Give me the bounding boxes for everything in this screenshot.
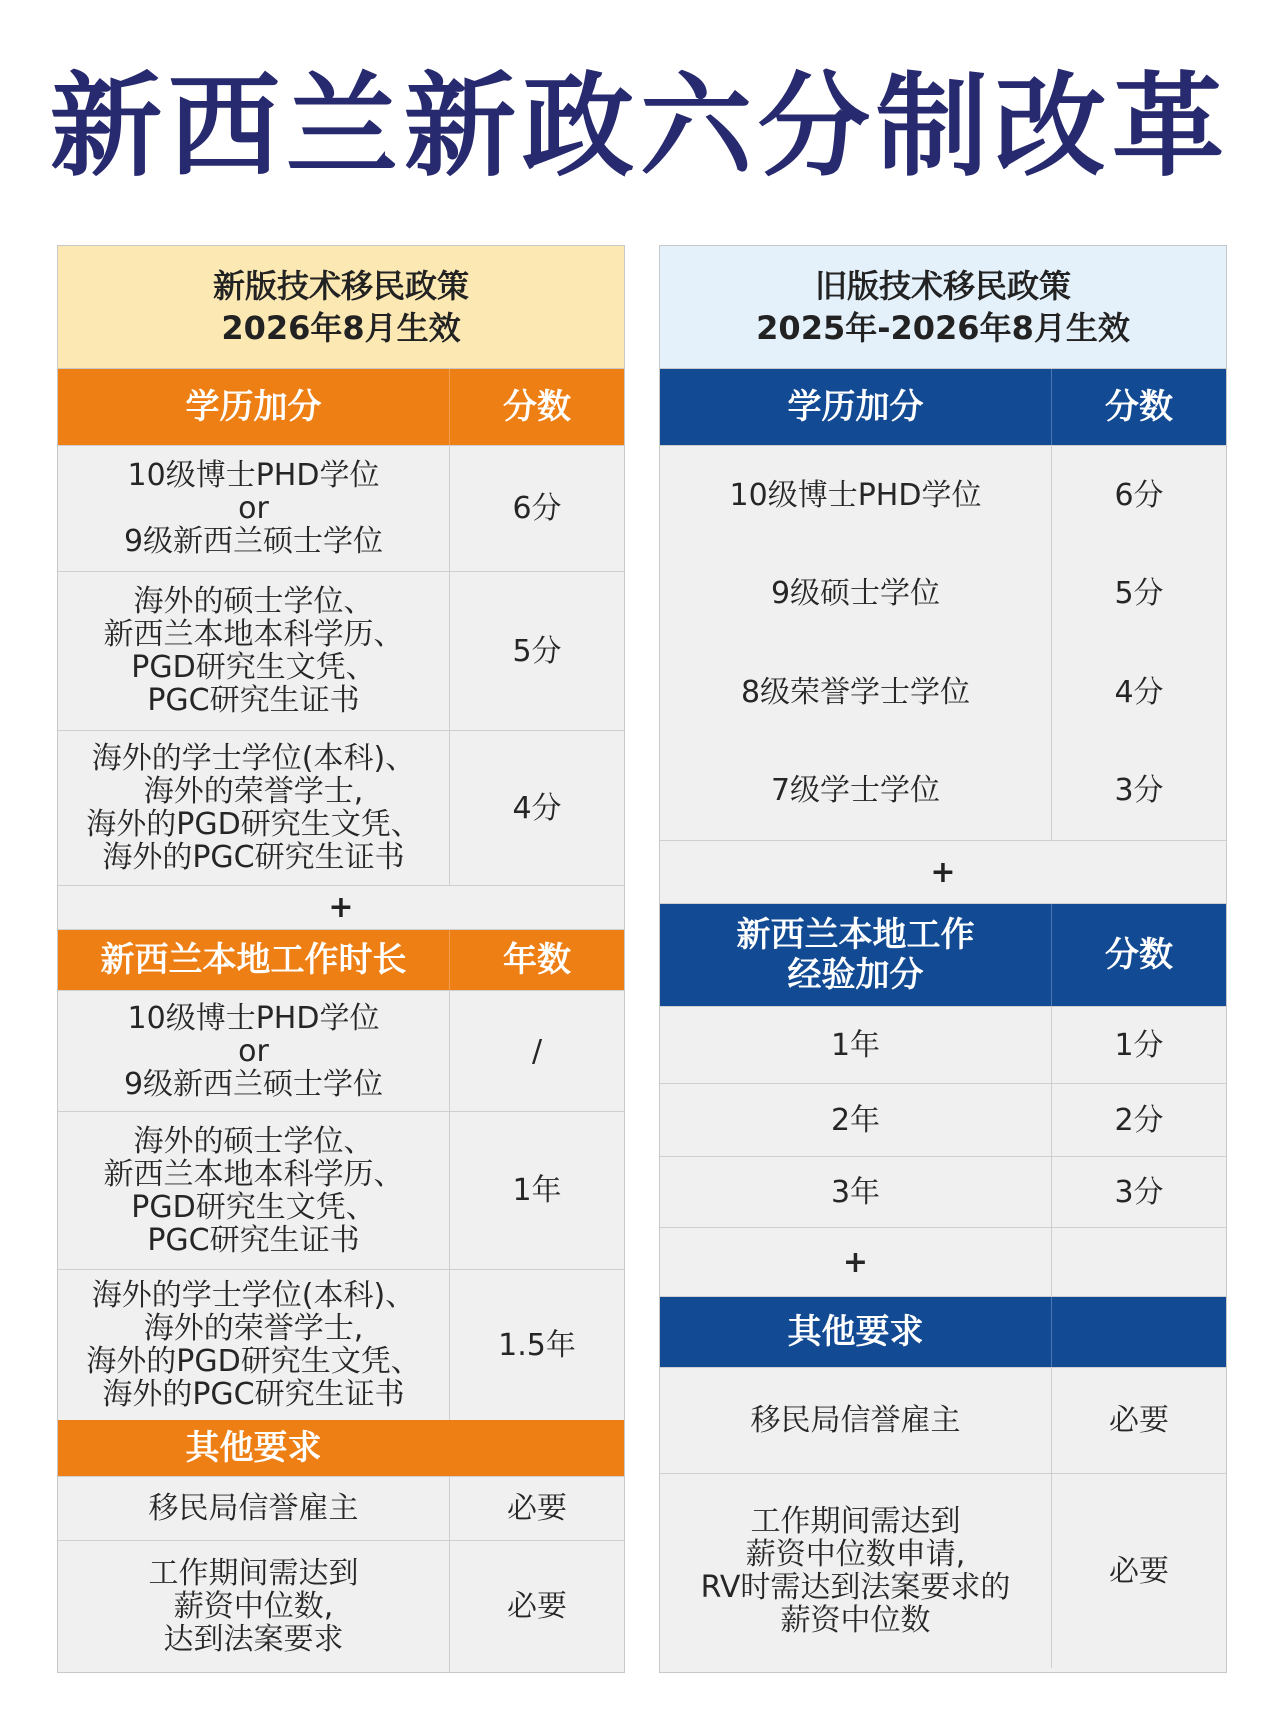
old-policy-panel	[659, 245, 1227, 1673]
label-line: 海外的PGD研究生文凭、	[86, 1344, 421, 1379]
label-line: 海外的荣誉学士,	[143, 1311, 364, 1346]
label-line: 海外的学士学位(本科)、	[91, 1278, 416, 1313]
table-row	[58, 1270, 624, 1420]
row-label	[660, 1474, 1052, 1668]
row-value: 3分	[1114, 773, 1164, 809]
label-line: RV时需达到法案要求的	[700, 1570, 1011, 1605]
label-line: 海外的学士学位(本科)、	[91, 741, 416, 776]
new-policy-title: 新版技术移民政策	[212, 267, 469, 305]
table-row	[58, 1477, 624, 1541]
other-header-row	[660, 1297, 1226, 1368]
other-header-label: 其他要求	[185, 1428, 322, 1468]
label-line: PGD研究生文凭、	[131, 1189, 376, 1225]
label-line: 移民局信誉雇主	[750, 1403, 961, 1438]
row-value: 4分	[1114, 674, 1164, 710]
work-header-value: 分数	[1105, 935, 1173, 975]
table-row	[58, 446, 624, 572]
label-line: 10级博士PHD学位	[127, 458, 380, 493]
table-row	[660, 1474, 1226, 1668]
label-line: 工作期间需达到	[148, 1556, 359, 1591]
other-header-row	[58, 1420, 624, 1477]
row-value: 2分	[1114, 1102, 1164, 1138]
row-value: 1分	[1114, 1027, 1164, 1063]
row-label	[58, 731, 450, 885]
label-line: 新西兰本地本科学历、	[103, 1156, 404, 1192]
row-label	[58, 1270, 450, 1420]
label-line: 海外的PGC研究生证书	[102, 1377, 405, 1412]
label-line: 新西兰本地工作	[736, 915, 975, 955]
label-line: or	[238, 1033, 269, 1069]
row-value: 必要	[507, 1589, 567, 1624]
label-line: 海外的PGC研究生证书	[102, 840, 405, 875]
row-value: 1年	[512, 1173, 562, 1208]
work-header-label	[660, 904, 1052, 1006]
table-row	[58, 1541, 624, 1672]
label-line: 薪资中位数,	[173, 1589, 334, 1624]
label-line: 达到法案要求	[163, 1622, 344, 1657]
education-header-value: 分数	[503, 387, 571, 427]
page-title: 新西兰新政六分制改革	[50, 62, 1230, 192]
work-header-label: 新西兰本地工作时长	[58, 930, 450, 990]
table-row	[660, 1007, 1226, 1084]
row-value: 6分	[1114, 477, 1164, 513]
education-header-label: 学历加分	[58, 369, 450, 445]
row-label	[58, 446, 450, 571]
label-line: 薪资中位数	[780, 1603, 931, 1638]
row-label	[660, 1368, 1052, 1473]
education-header-label: 学历加分	[660, 369, 1052, 445]
new-policy-effective-date: 2026年8月生效	[221, 309, 461, 347]
education-header-value: 分数	[1105, 387, 1173, 427]
label-line: or	[238, 491, 269, 526]
education-labels	[660, 446, 1052, 840]
old-policy-title: 旧版技术移民政策	[814, 267, 1071, 305]
label-line: 海外的硕士学位、	[133, 584, 374, 619]
label-line: 经验加分	[787, 955, 924, 995]
plus-sign: +	[328, 890, 354, 925]
row-label: 9级硕士学位	[770, 576, 941, 612]
row-label: 10级博士PHD学位	[729, 477, 982, 513]
label-line: 海外的硕士学位、	[133, 1123, 374, 1159]
row-value: 必要	[1109, 1553, 1169, 1589]
education-table	[660, 446, 1226, 841]
label-line: PGC研究生证书	[147, 1222, 360, 1258]
row-value: 必要	[1109, 1403, 1169, 1438]
row-label: 2年	[660, 1084, 1052, 1156]
label-line: 薪资中位数申请,	[745, 1537, 966, 1572]
row-label	[58, 1541, 450, 1672]
row-label	[58, 991, 450, 1111]
plus-row	[660, 1228, 1226, 1297]
education-header-row	[660, 369, 1226, 446]
label-line: 10级博士PHD学位	[127, 1000, 380, 1036]
table-row	[58, 1112, 624, 1270]
row-label: 3年	[660, 1157, 1052, 1227]
new-policy-header	[58, 246, 624, 369]
row-value: /	[531, 1033, 543, 1069]
label-line: 海外的荣誉学士,	[143, 774, 364, 809]
other-header-value	[1052, 1297, 1226, 1367]
label-line: PGD研究生文凭、	[131, 650, 376, 685]
label-line: 移民局信誉雇主	[148, 1491, 359, 1526]
other-header-label: 其他要求	[660, 1297, 1052, 1367]
row-value: 1.5年	[498, 1327, 576, 1363]
old-policy-header	[660, 246, 1226, 369]
row-label: 7级学士学位	[770, 773, 941, 809]
label-line: 9级新西兰硕士学位	[123, 524, 384, 559]
row-label	[58, 1477, 450, 1540]
table-row	[660, 1084, 1226, 1157]
table-row	[660, 1368, 1226, 1474]
new-policy-panel	[57, 245, 625, 1673]
row-label	[58, 1112, 450, 1269]
label-line: 海外的PGD研究生文凭、	[86, 807, 421, 842]
education-values	[1052, 446, 1226, 840]
table-row	[58, 991, 624, 1112]
row-value: 4分	[512, 790, 562, 826]
work-header-row	[58, 930, 624, 991]
row-value: 必要	[507, 1491, 567, 1526]
work-header-row	[660, 904, 1226, 1007]
old-policy-effective-date: 2025年-2026年8月生效	[756, 309, 1130, 347]
education-header-row	[58, 369, 624, 446]
label-line: PGC研究生证书	[147, 683, 360, 718]
table-row	[58, 572, 624, 731]
row-value: 5分	[512, 633, 562, 669]
row-label	[58, 572, 450, 730]
label-line: 新西兰本地本科学历、	[103, 617, 404, 652]
row-label: 1年	[660, 1007, 1052, 1083]
label-line: 工作期间需达到	[750, 1504, 961, 1539]
row-value: 3分	[1114, 1174, 1164, 1210]
row-value: 6分	[512, 491, 562, 526]
work-header-value: 年数	[503, 940, 571, 980]
table-row	[660, 1157, 1226, 1228]
row-label: 8级荣誉学士学位	[740, 674, 971, 710]
plus-sign: +	[930, 854, 956, 890]
empty-cell	[1052, 1228, 1226, 1296]
row-value: 5分	[1114, 576, 1164, 612]
plus-row	[58, 886, 624, 930]
plus-sign: +	[660, 1228, 1052, 1296]
label-line: 9级新西兰硕士学位	[123, 1066, 384, 1102]
plus-row	[660, 841, 1226, 904]
table-row	[58, 731, 624, 886]
